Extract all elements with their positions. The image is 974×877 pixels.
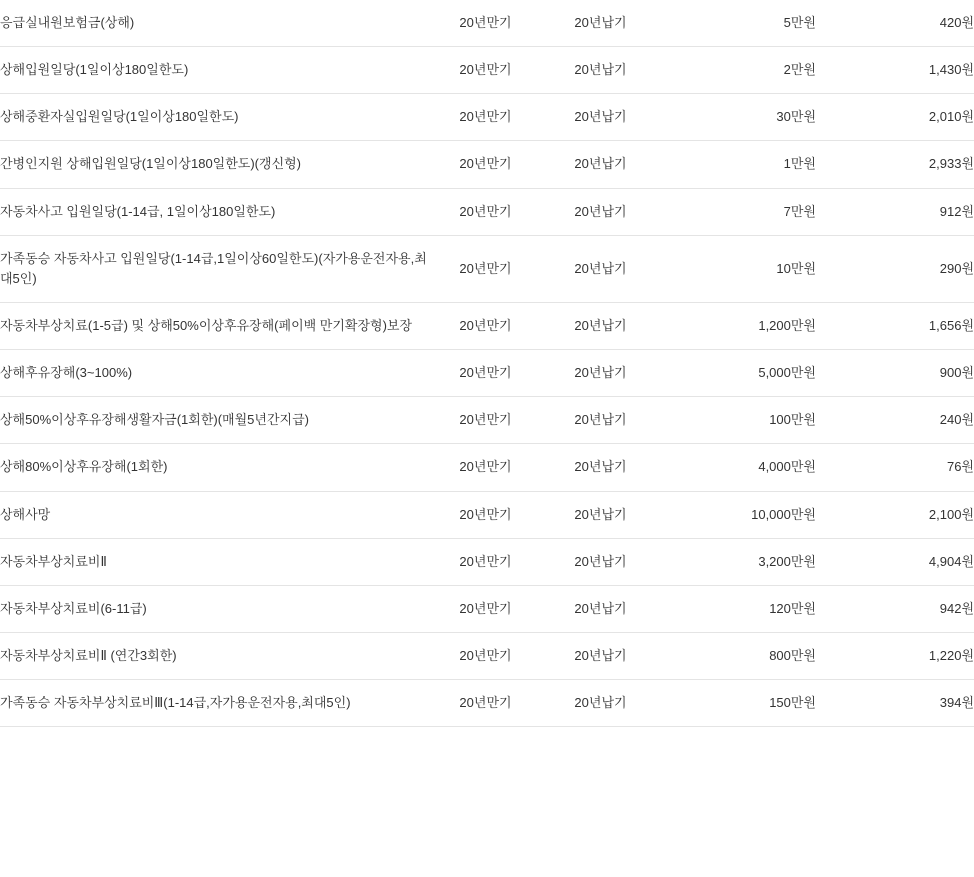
insurance-term-cell: 20년만기 xyxy=(459,203,512,219)
table-row xyxy=(0,302,974,349)
premium-cell: 2,933원 xyxy=(928,156,974,172)
insurance-term-cell: 20년만기 xyxy=(459,15,512,30)
coverage-amount-cell: 100만원 xyxy=(769,412,816,428)
coverage-amount-cell: 800만원 xyxy=(769,647,816,663)
insurance-term-cell: 20년만기 xyxy=(459,365,512,381)
insurance-term-cell: 20년만기 xyxy=(459,459,512,475)
payment-term-cell: 20년납기 xyxy=(574,553,627,569)
insurance-term-cell: 20년만기 xyxy=(459,62,512,78)
premium-cell: 2,010원 xyxy=(928,109,974,125)
coverage-name-cell: 가족동승 자동차사고 입원일당(1-14급,1일이상60일한도)(자가용운전자용,최대5인) xyxy=(0,250,427,286)
payment-term-cell: 20년납기 xyxy=(574,260,627,276)
premium-cell: 900원 xyxy=(939,365,974,381)
table-row xyxy=(0,491,974,538)
coverage-name-cell: 상해사망 xyxy=(0,506,51,522)
insurance-term-cell: 20년만기 xyxy=(459,553,512,569)
premium-cell: 76원 xyxy=(946,459,974,475)
payment-term-cell: 20년납기 xyxy=(574,695,627,711)
payment-term-cell: 20년납기 xyxy=(574,506,627,522)
payment-term-cell: 20년납기 xyxy=(574,412,627,428)
premium-cell: 912원 xyxy=(939,203,974,219)
table-row xyxy=(0,680,974,727)
payment-term-cell: 20년납기 xyxy=(574,109,627,125)
coverage-name-cell: 상해후유장해(3~100%) xyxy=(0,365,133,381)
insurance-term-cell: 20년만기 xyxy=(459,317,512,333)
coverage-amount-cell: 1,200만원 xyxy=(758,317,816,333)
insurance-term-cell: 20년만기 xyxy=(459,600,512,616)
insurance-term-cell: 20년만기 xyxy=(459,412,512,428)
insurance-term-cell: 20년만기 xyxy=(459,647,512,663)
coverage-amount-cell: 3,200만원 xyxy=(758,553,816,569)
payment-term-cell: 20년납기 xyxy=(574,156,627,172)
premium-cell: 290원 xyxy=(939,260,974,276)
premium-cell: 2,100원 xyxy=(928,506,974,522)
premium-cell: 942원 xyxy=(939,600,974,616)
payment-term-cell: 20년납기 xyxy=(574,600,627,616)
insurance-term-cell: 20년만기 xyxy=(459,109,512,125)
coverage-amount-cell: 5,000만원 xyxy=(758,365,816,381)
premium-cell: 394원 xyxy=(939,695,974,711)
table-row xyxy=(0,397,974,444)
table-row xyxy=(0,585,974,632)
coverage-name-cell: 가족동승 자동차부상치료비Ⅲ(1-14급,자가용운전자용,최대5인) xyxy=(0,695,351,711)
coverage-amount-cell: 4,000만원 xyxy=(758,459,816,475)
table-row xyxy=(0,444,974,491)
coverage-name-cell: 자동차부상치료비Ⅱ (연간3회한) xyxy=(0,647,177,663)
table-row xyxy=(0,350,974,397)
coverage-amount-cell: 150만원 xyxy=(769,695,816,711)
coverage-name-cell: 간병인지원 상해입원일당(1일이상180일한도)(갱신형) xyxy=(0,156,302,172)
coverage-amount-cell: 5만원 xyxy=(783,15,816,30)
insurance-term-cell: 20년만기 xyxy=(459,506,512,522)
table-row xyxy=(0,235,974,302)
coverage-name-cell: 상해80%이상후유장해(1회한) xyxy=(0,459,168,475)
table-row xyxy=(0,188,974,235)
payment-term-cell: 20년납기 xyxy=(574,365,627,381)
coverage-amount-cell: 1만원 xyxy=(783,156,816,172)
coverage-name-cell: 상해50%이상후유장해생활자금(1회한)(매월5년간지급) xyxy=(0,412,309,428)
table-row xyxy=(0,94,974,141)
table-row xyxy=(0,141,974,188)
premium-cell: 240원 xyxy=(939,412,974,428)
premium-cell: 1,220원 xyxy=(928,647,974,663)
insurance-term-cell: 20년만기 xyxy=(459,260,512,276)
payment-term-cell: 20년납기 xyxy=(574,459,627,475)
coverage-amount-cell: 2만원 xyxy=(783,62,816,78)
premium-cell: 4,904원 xyxy=(928,553,974,569)
coverage-name-cell: 응급실내원보험금(상해) xyxy=(0,15,135,30)
table-row xyxy=(0,632,974,679)
table-row xyxy=(0,538,974,585)
payment-term-cell: 20년납기 xyxy=(574,317,627,333)
coverage-name-cell: 자동차부상치료비Ⅱ xyxy=(0,553,107,569)
insurance-term-cell: 20년만기 xyxy=(459,695,512,711)
coverage-amount-cell: 10,000만원 xyxy=(751,506,816,522)
coverage-name-cell: 자동차부상치료비(6-11급) xyxy=(0,600,147,616)
coverage-name-cell: 자동차사고 입원일당(1-14급, 1일이상180일한도) xyxy=(0,203,276,219)
payment-term-cell: 20년납기 xyxy=(574,647,627,663)
coverage-name-cell: 상해입원일당(1일이상180일한도) xyxy=(0,62,189,78)
premium-cell: 420원 xyxy=(939,15,974,30)
payment-term-cell: 20년납기 xyxy=(574,62,627,78)
coverage-name-cell: 자동차부상치료(1-5급) 및 상해50%이상후유장해(페이백 만기확장형)보장 xyxy=(0,317,413,333)
premium-cell: 1,430원 xyxy=(928,62,974,78)
insurance-term-cell: 20년만기 xyxy=(459,156,512,172)
coverage-amount-cell: 30만원 xyxy=(776,109,816,125)
coverage-amount-cell: 120만원 xyxy=(769,600,816,616)
table-row xyxy=(0,47,974,94)
premium-cell: 1,656원 xyxy=(928,317,974,333)
table-row xyxy=(0,0,974,47)
coverage-amount-cell: 7만원 xyxy=(783,203,816,219)
coverage-amount-cell: 10만원 xyxy=(776,260,816,276)
payment-term-cell: 20년납기 xyxy=(574,15,627,30)
coverage-name-cell: 상해중환자실입원일당(1일이상180일한도) xyxy=(0,109,239,125)
payment-term-cell: 20년납기 xyxy=(574,203,627,219)
